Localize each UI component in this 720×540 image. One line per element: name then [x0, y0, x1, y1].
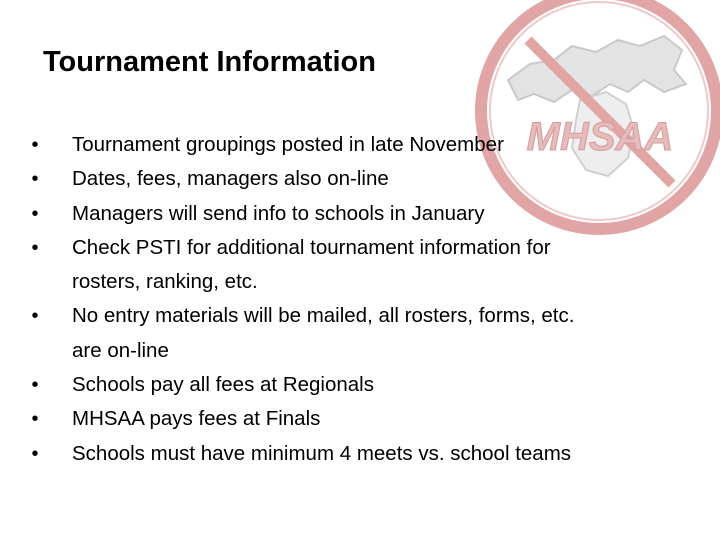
bullet-text: Dates, fees, managers also on-line [72, 167, 389, 191]
bullet-text: No entry materials will be mailed, all rosters, forms, etc. [72, 304, 575, 328]
bullet-item [27, 162, 677, 196]
bullet-item [27, 197, 677, 231]
bullet-item [27, 402, 677, 436]
bullet-text: Schools pay all fees at Regionals [72, 373, 374, 397]
bullet-text-continued: are on-line [72, 338, 169, 362]
bullet-item [27, 368, 677, 402]
bullet-icon: • [31, 305, 39, 328]
bullet-text: Managers will send info to schools in January [72, 201, 485, 225]
bullet-text-continued: rosters, ranking, etc. [72, 270, 258, 294]
bullet-icon: • [31, 442, 39, 465]
bullet-icon: • [31, 168, 39, 191]
bullet-icon: • [31, 202, 39, 225]
bullet-icon: • [31, 134, 39, 156]
bullet-icon: • [31, 374, 39, 397]
bullet-item [27, 299, 677, 368]
logo-text: MHSAA [526, 115, 674, 159]
bullet-text: Check PSTI for additional tournament information for [72, 235, 551, 259]
bullet-icon: • [31, 408, 39, 431]
bullet-icon: • [31, 236, 39, 259]
bullet-text: MHSAA pays fees at Finals [72, 407, 321, 431]
slide-title: Tournament Information [43, 46, 376, 78]
bullet-list [27, 128, 677, 471]
bullet-item [27, 128, 677, 162]
bullet-text: Tournament groupings posted in late November [72, 133, 504, 156]
bullet-item [27, 231, 677, 300]
bullet-text: Schools must have minimum 4 meets vs. school teams [72, 441, 572, 465]
bullet-item [27, 437, 677, 471]
